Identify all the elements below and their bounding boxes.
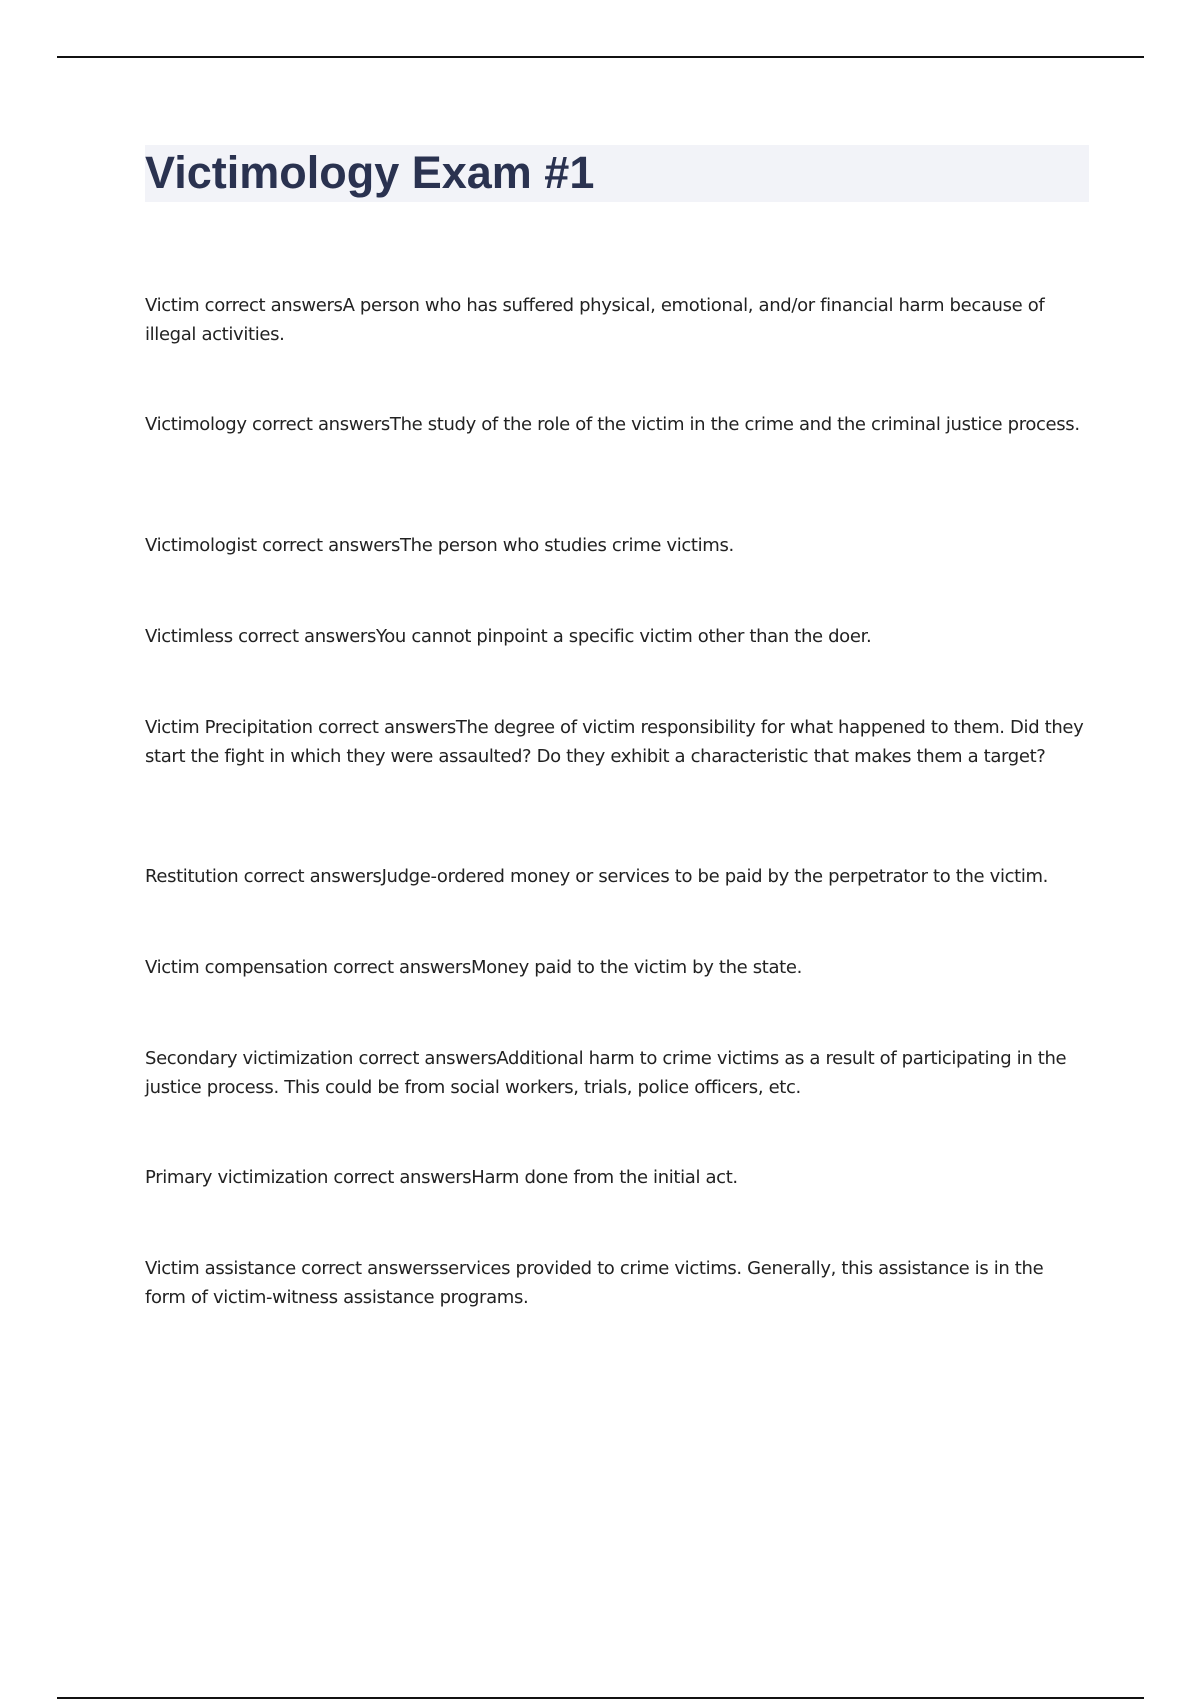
entry-secondary-victimization: Secondary victimization correct answersAdditional harm to crime victims as a result of participating in the justice process. This could be from social workers, trials, police officers, etc. [145,1048,1067,1098]
top-divider [57,56,1144,58]
bottom-divider [57,1697,1144,1699]
entry-primary-victimization: Primary victimization correct answersHarm done from the initial act. [145,1167,738,1188]
entry-victim: Victim correct answersA person who has suffered physical, emotional, and/or financial harm because of illegal activities. [145,295,1045,345]
entry-victimologist: Victimologist correct answersThe person who studies crime victims. [145,535,734,556]
entry-victim-compensation: Victim compensation correct answersMoney paid to the victim by the state. [145,957,802,978]
page-title: Victimology Exam #1 [145,147,595,198]
entry-victimology: Victimology correct answersThe study of the role of the victim in the crime and the criminal justice process. [145,414,1080,435]
entry-victim-assistance: Victim assistance correct answersservices provided to crime victims. Generally, this assistance is in the form of victim-witness assistance programs. [145,1258,1044,1308]
entry-victimless: Victimless correct answersYou cannot pinpoint a specific victim other than the doer. [145,626,872,647]
entry-restitution: Restitution correct answersJudge-ordered money or services to be paid by the perpetrator to the victim. [145,866,1049,887]
entry-victim-precipitation: Victim Precipitation correct answersThe degree of victim responsibility for what happened to them. Did they start the fight in which they were assaulted? Do they exhibit a characteristic that makes them a target? [145,717,1084,767]
